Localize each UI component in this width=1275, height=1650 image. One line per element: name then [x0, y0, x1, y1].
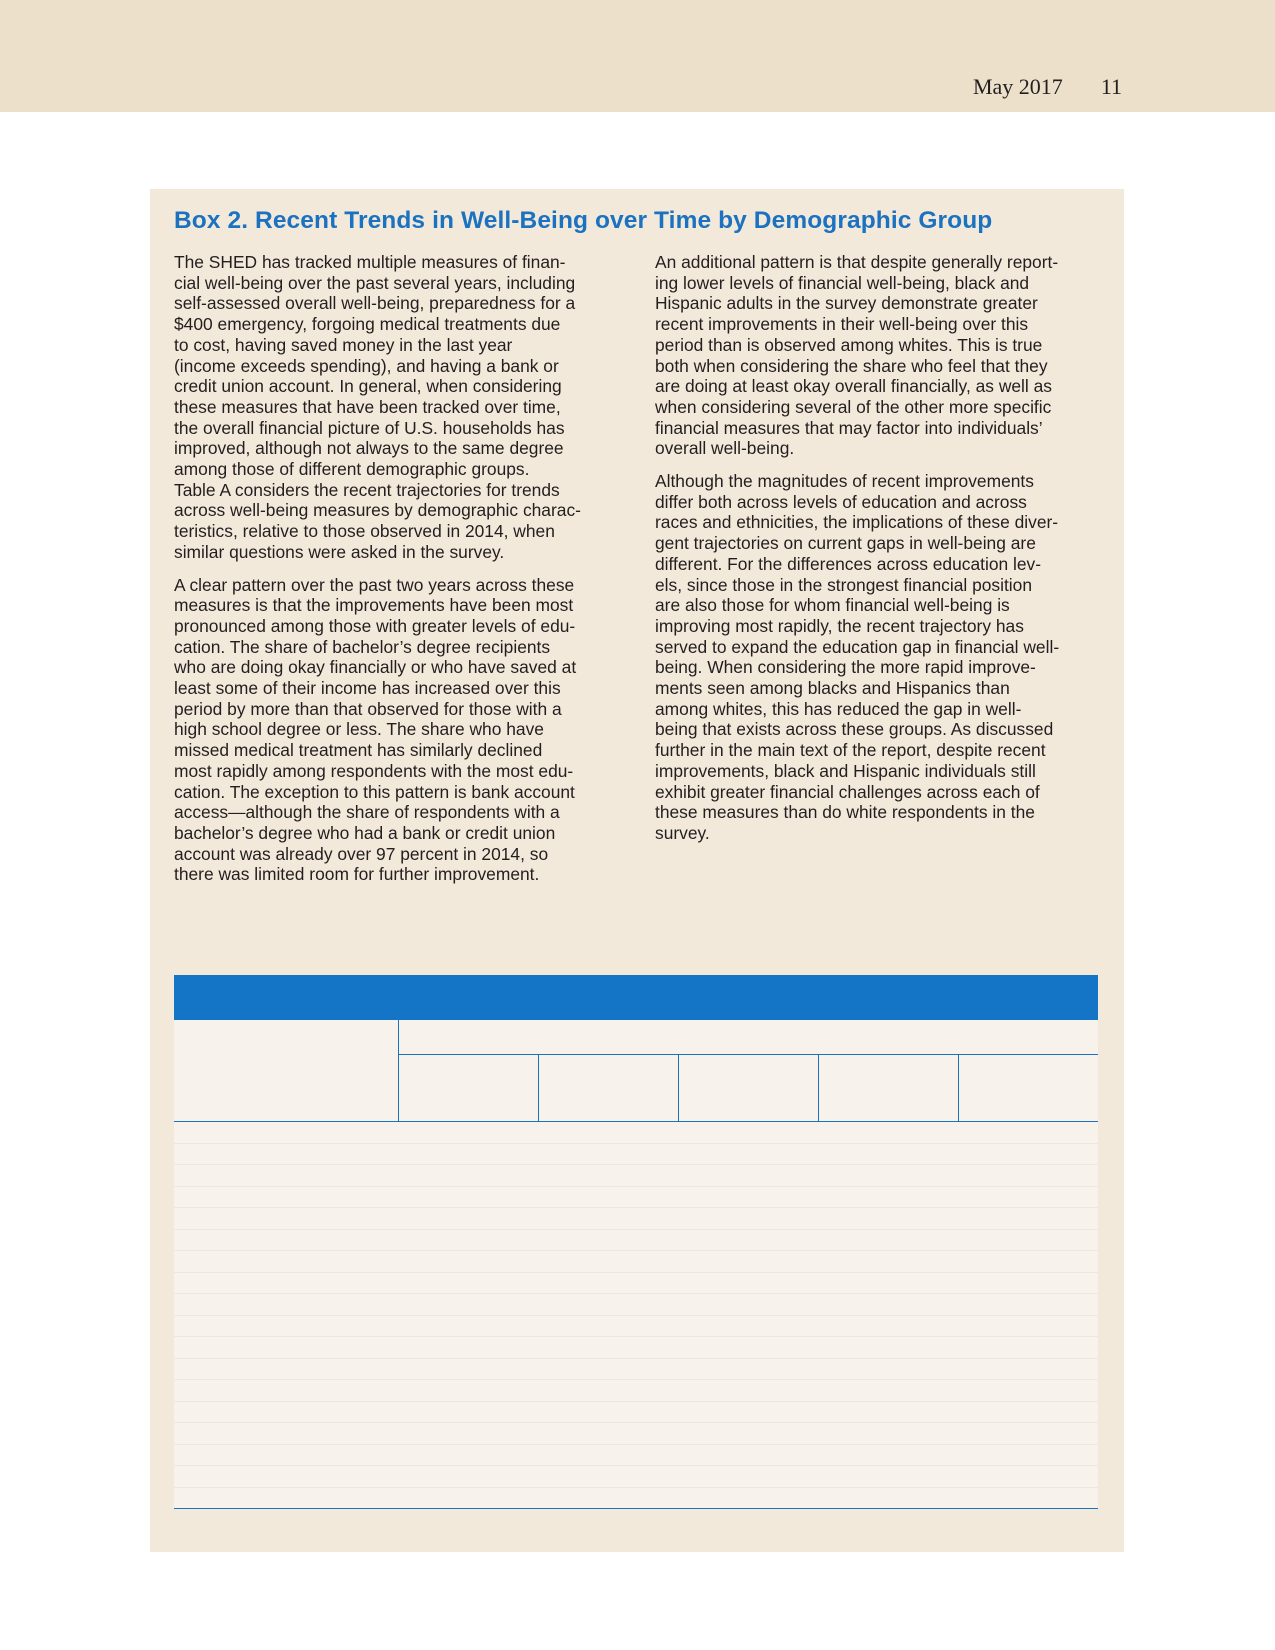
table-row — [174, 1273, 1098, 1295]
table-row — [174, 1294, 1098, 1316]
running-head — [973, 74, 1122, 100]
table-row — [174, 1445, 1098, 1467]
left-text-column — [174, 252, 619, 897]
table-row — [174, 1187, 1098, 1209]
table-column-headers — [399, 1055, 1098, 1121]
table-row — [174, 1230, 1098, 1252]
column-header — [959, 1055, 1098, 1121]
table-row — [174, 1208, 1098, 1230]
table-stub-header — [174, 1020, 399, 1121]
table-title-bar — [174, 975, 1098, 1020]
page-number: 11 — [1100, 74, 1122, 99]
paragraph: The SHED has tracked multiple measures of finan- cial well-being over the past several years, including self-assessed overall well-being, preparedness for a $400 emergency, forgoing medical treatments due to cost, having saved money in the last year (income exceeds spending), and having a bank or credit union account. In general, when considering these measures that have been tracked over time, the overall financial picture of U.S. households has improved, although not always to the same degree among those of different demographic groups. Table A considers the recent trajectories for trends across well-being measures by demographic charac- teristics, relative to those observed in 2014, when similar questions were asked in the survey. — [174, 252, 581, 562]
table-row — [174, 1466, 1098, 1488]
table-row — [174, 1380, 1098, 1402]
table-row — [174, 1337, 1098, 1359]
running-head-date: May 2017 — [972, 74, 1063, 99]
table-row — [174, 1488, 1098, 1509]
table-row — [174, 1251, 1098, 1273]
column-header — [539, 1055, 679, 1121]
paragraph: A clear pattern over the past two years across these measures is that the improvements have been most pronounced among those with greater levels of edu- cation. The share of bachelor’s degree recipients who are doing okay financially or who have saved at least some of their income has increased over this period by more than that observed for those with a high school degree or less. The share who have missed medical treatment has similarly declined most rapidly among respondents with the most edu- cation. The exception to this pattern is bank account access—although the share of respondents with a bachelor’s degree who had a bank or credit union account was already over 97 percent in 2014, so there was limited room for further improvement. — [174, 574, 577, 885]
table-spanner-header — [399, 1020, 1098, 1055]
paragraph: Although the magnitudes of recent improvements differ both across levels of education and across races and ethnicities, the implications of these diver- gent trajectories on current gaps in well-being are different. For the differences across education lev- els, since those in the strongest financial position are also those for whom financial well-being is improving most rapidly, the recent trajectory has served to expand the education gap in financial well- being. When considering the more rapid improve- ments seen among blacks and Hispanics than among whites, this has reduced the gap in well- being that exists across these groups. As discussed further in the main text of the report, despite recent improvements, black and Hispanic individuals still exhibit greater financial challenges across each of these measures than do white respondents in the survey. — [655, 471, 1060, 843]
table-row — [174, 1316, 1098, 1338]
table-row — [174, 1165, 1098, 1187]
table-row — [174, 1359, 1098, 1381]
column-header — [819, 1055, 959, 1121]
table-a — [174, 975, 1098, 1509]
paragraph: An additional pattern is that despite generally report- ing lower levels of financial well-being, black and Hispanic adults in the survey demonstrate greater recent improvements in their well-being over this period than is observed among whites. This is true both when considering the share who feel that they are doing at least okay overall financially, as well as when considering several of the other more specific financial measures that may factor into individuals’ overall well-being. — [655, 252, 1059, 459]
table-body — [174, 1122, 1098, 1509]
table-header — [174, 1020, 1098, 1122]
column-header — [679, 1055, 819, 1121]
right-text-column — [655, 252, 1100, 856]
column-header — [399, 1055, 539, 1121]
box-2-panel — [150, 189, 1124, 1552]
table-row — [174, 1423, 1098, 1445]
box-title: Box 2. Recent Trends in Well-Being over Time by Demographic Group — [174, 207, 993, 234]
table-row — [174, 1122, 1098, 1144]
table-row — [174, 1144, 1098, 1166]
page-header-band — [0, 0, 1275, 112]
table-row — [174, 1402, 1098, 1424]
